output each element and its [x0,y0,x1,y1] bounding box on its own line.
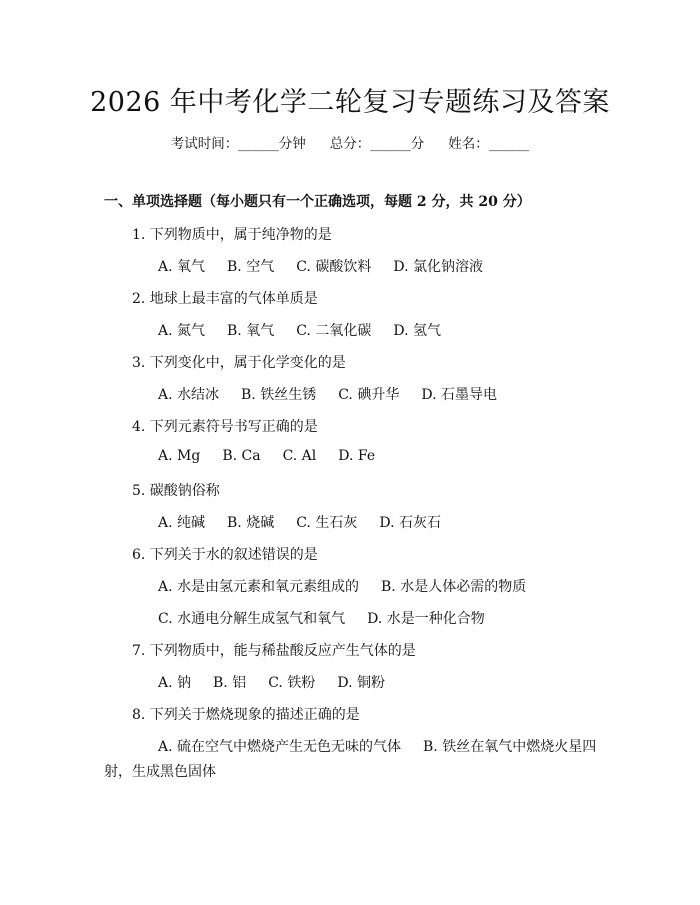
question-6-options-row1 [158,576,548,596]
question-5-stem: 5. 碳酸钠俗称 [132,483,220,499]
option: C. 水通电分解生成氢气和氧气 [158,611,346,627]
question-8-option-continuation: 射，生成黑色固体 [104,764,216,780]
section-heading: 一、单项选择题（每小题只有一个正确选项，每题 2 分，共 20 分） [104,194,531,210]
option: C. 铁粉 [268,675,316,691]
option: B. 烧碱 [227,515,275,531]
option: A. 纯碱 [158,515,206,531]
option: A. 水是由氢元素和氧元素组成的 [158,579,360,595]
page-title: 2026 年中考化学二轮复习专题练习及答案 [90,87,610,118]
option: D. 水是一种化合物 [367,611,485,627]
option: B. 铁丝生锈 [241,387,317,403]
question-3-stem: 3. 下列变化中，属于化学变化的是 [132,355,346,371]
question-8-stem: 8. 下列关于燃烧现象的描述正确的是 [132,707,360,723]
question-7-stem: 7. 下列物质中，能与稀盐酸反应产生气体的是 [132,643,416,659]
option: C. Al [282,448,317,464]
question-8-options-row1 [158,736,618,756]
option: D. 石墨导电 [421,387,497,403]
question-1-options [158,256,505,276]
student-name-field: 姓名：______ [448,136,530,152]
option: D. 铜粉 [337,675,385,691]
option: D. 石灰石 [379,515,441,531]
question-4-stem: 4. 下列元素符号书写正确的是 [132,419,318,435]
option: A. 硫在空气中燃烧产生无色无味的气体 [158,739,402,755]
option: B. 铝 [213,675,247,691]
exam-meta [0,132,700,152]
option: B. 水是人体必需的物质 [381,579,527,595]
question-6-stem: 6. 下列关于水的叙述错误的是 [132,547,318,563]
option: A. 氮气 [158,323,206,339]
option: A. 水结冰 [158,387,220,403]
question-2-stem: 2. 地球上最丰富的气体单质是 [132,291,318,307]
question-3-options [158,384,519,404]
option: C. 二氧化碳 [296,323,372,339]
option: B. 铁丝在氧气中燃烧火星四 [423,739,597,755]
question-1-stem: 1. 下列物质中，属于纯净物的是 [132,227,332,243]
question-6-options-row2 [158,608,507,628]
question-4-options [158,448,397,464]
question-5-options [158,512,463,532]
option: D. Fe [338,448,376,464]
option: A. 钠 [158,675,192,691]
option: B. 空气 [227,259,275,275]
option: B. 氧气 [227,323,275,339]
option: A. 氧气 [158,259,206,275]
question-7-options [158,672,407,692]
option: C. 碳酸饮料 [296,259,372,275]
option: B. Ca [222,448,261,464]
option: A. Mg [158,448,201,464]
option: C. 生石灰 [296,515,358,531]
option: C. 碘升华 [338,387,400,403]
question-2-options [158,320,463,340]
total-score-field: 总分：______分 [329,136,425,152]
option: D. 氢气 [393,323,441,339]
option: D. 氯化钠溶液 [393,259,483,275]
exam-time-field: 考试时间：______分钟 [170,136,306,152]
